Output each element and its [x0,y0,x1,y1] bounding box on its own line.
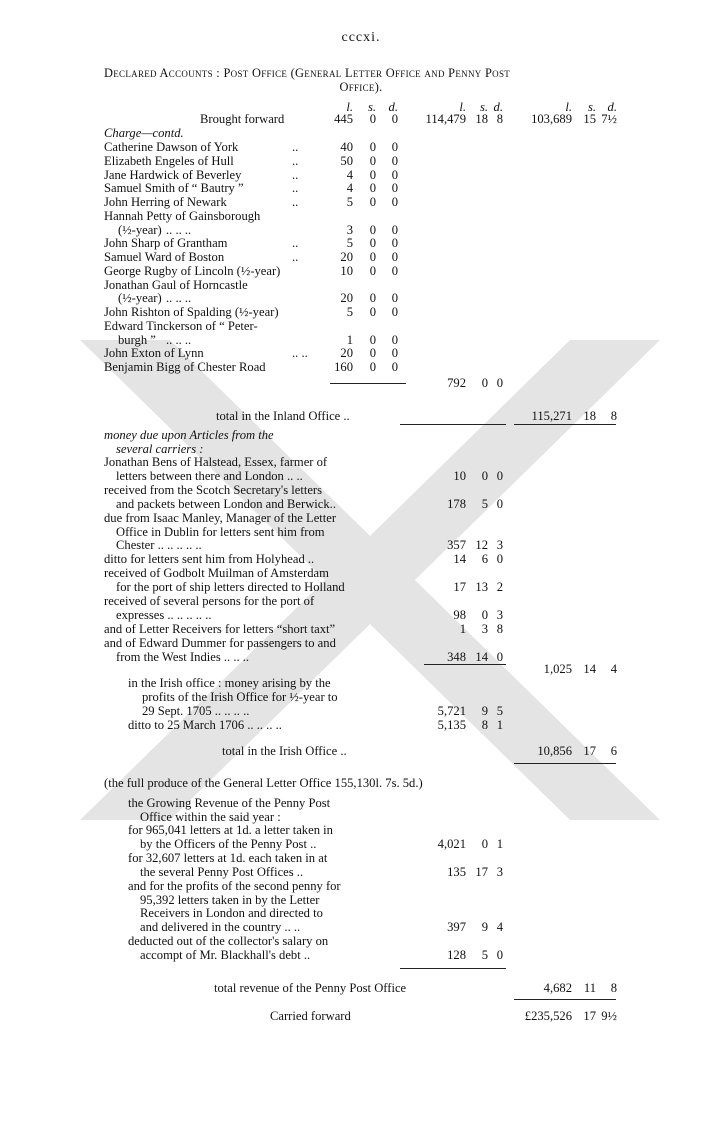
receiver-name: John Sharp of Grantham [104,236,228,251]
irish-total-s: 17 [583,744,596,758]
carriers-total-s: 14 [583,662,596,676]
carrier-amount-s: 14 [475,649,488,664]
irish-line: profits of the Irish Office for ½-year to [142,689,338,704]
rule-c2 [400,968,506,969]
column-head-c3: l. [565,100,572,114]
penny-post-line: 95,392 letters taken in by the Letter [140,892,320,907]
penny-post-line: and for the profits of the second penny for [128,878,341,893]
penny-post-amount-d: 4 [496,920,503,935]
carrier-line: from the West Indies .. .. .. [116,649,250,664]
carriers-heading: money due upon Articles from the [104,428,274,442]
heading-line-1: Declared Accounts : Post Office (General Letter Office and Penny Post [104,66,511,80]
receiver-amount-l: 20 [340,346,353,361]
inland-total-d: 8 [610,409,617,423]
receiver-amount-d: 0 [391,291,398,306]
brought-forward-c2-l: 114,479 [425,112,466,126]
carried-forward-amount-d: 9½ [601,1009,617,1023]
carrier-amount-d: 0 [496,496,503,511]
receivers-total-s: 0 [481,376,488,390]
irish-line: in the Irish office : money arising by the [128,676,331,690]
receiver-name: Jonathan Gaul of Horncastle [104,277,248,292]
carriers-total-l: 1,025 [543,662,572,676]
receiver-amount-d: 0 [391,153,398,168]
leader-dots: .. .. .. [166,222,192,237]
receiver-amount-d: 0 [391,346,398,361]
receiver-amount-s: 0 [369,181,376,196]
carrier-amount-l: 357 [447,538,466,553]
carrier-line: received from the Scotch Secretary's letters [104,482,323,497]
receiver-name: Benjamin Bigg of Chester Road [104,360,266,374]
carrier-line: Chester .. .. .. .. .. [116,538,202,553]
irish-amount-1-s: 9 [481,704,488,718]
irish-total-l: 10,856 [537,744,572,758]
penny-post-amount-s: 17 [475,864,488,879]
receiver-amount-l: 1 [346,332,353,347]
receiver-amount-l: 50 [340,153,353,168]
brought-forward-c3-l: 103,689 [531,112,572,126]
penny-post-amount-d: 0 [496,948,503,963]
column-head-c2: d. [493,100,503,114]
receiver-amount-s: 0 [369,291,376,306]
carrier-amount-s: 0 [481,468,488,483]
carrier-line: letters between there and London .. .. [116,468,303,483]
receiver-amount-l: 5 [346,305,353,319]
carried-forward-label: Carried forward [270,1009,351,1023]
leader-dots: .. [292,236,299,251]
carrier-line: ditto for letters sent him from Holyhead .. [104,552,315,567]
irish-total-label: total in the Irish Office .. [222,744,347,758]
penny-post-intro: the Growing Revenue of the Penny Post [128,796,331,810]
brought-forward-c1-d: 0 [391,112,398,126]
penny-post-amount-s: 5 [481,948,488,963]
rule-c3 [514,424,616,425]
carrier-amount-d: 3 [496,538,503,553]
receiver-name: John Rishton of Spalding (½-year) [104,305,279,319]
carrier-line: and packets between London and Berwick.. [116,496,336,511]
penny-total-s: 11 [583,981,596,995]
carrier-amount-l: 1 [459,621,466,636]
receiver-amount-l: 160 [334,360,353,374]
penny-post-amount-d: 3 [496,864,503,879]
receiver-amount-s: 0 [369,153,376,168]
carrier-amount-l: 98 [453,607,466,622]
receiver-amount-d: 0 [391,140,398,154]
receiver-amount-l: 5 [346,236,353,251]
receiver-amount-d: 0 [391,222,398,237]
carrier-line: for the port of ship letters directed to Holland [116,580,345,595]
rule-c3 [514,763,616,764]
carrier-line: and of Edward Dummer for passengers to and [104,635,336,650]
penny-post-line: by the Officers of the Penny Post .. [140,836,317,851]
carrier-amount-s: 5 [481,496,488,511]
irish-amount-1-d: 5 [496,704,503,718]
column-head-c1: d. [388,100,398,114]
receiver-amount-d: 0 [391,250,398,264]
receiver-amount-s: 0 [369,140,376,154]
receiver-name: burgh ” [118,332,156,347]
carrier-line: received of several persons for the port of [104,594,315,608]
receiver-amount-d: 0 [391,195,398,209]
receiver-amount-d: 0 [391,263,398,278]
receiver-amount-d: 0 [391,236,398,251]
receiver-amount-s: 0 [369,167,376,182]
carriers-total-d: 4 [610,662,617,676]
irish-amount-1-l: 5,721 [437,704,466,718]
carrier-amount-l: 178 [447,496,466,511]
column-head-c1: l. [346,100,353,114]
irish-line: ditto to 25 March 1706 .. .. .. .. [128,718,282,732]
leader-dots: .. .. [292,346,308,361]
carrier-amount-d: 0 [496,649,503,664]
receiver-amount-d: 0 [391,167,398,182]
penny-post-amount-s: 9 [481,920,488,935]
receiver-name: (½-year) [118,291,162,306]
column-head-c1: s. [367,100,376,114]
leader-dots: .. [292,153,299,168]
receiver-amount-s: 0 [369,236,376,251]
penny-post-line: accompt of Mr. Blackhall's debt .. [140,948,311,963]
carried-forward-amount-s: 17 [583,1009,596,1023]
leader-dots: .. [292,140,299,154]
inland-total-s: 18 [583,409,596,423]
penny-post-line: for 32,607 letters at 1d. each taken in at [128,850,328,865]
penny-post-amount-l: 397 [447,920,466,935]
receiver-amount-d: 0 [391,305,398,319]
leader-dots: .. [292,195,299,209]
carriers-heading: several carriers : [116,442,204,456]
full-produce-note: (the full produce of the General Letter Office 155,130l. 7s. 5d.) [104,776,423,790]
receiver-amount-l: 20 [340,250,353,264]
irish-amount-2-s: 8 [481,718,488,732]
carrier-line: Office in Dublin for letters sent him from [116,524,325,539]
carrier-line: received of Godbolt Muilman of Amsterdam [104,566,329,581]
page-number: cccxi. [341,30,381,45]
inland-total-l: 115,271 [531,409,572,423]
receiver-amount-l: 40 [340,140,353,154]
receiver-name: Jane Hardwick of Beverley [104,167,242,182]
heading-line-2: Office). [339,80,383,94]
brought-forward-c2-d: 8 [496,112,503,126]
brought-forward-c1-l: 445 [334,112,353,126]
penny-post-line: the several Penny Post Offices .. [140,864,304,879]
carrier-amount-s: 0 [481,607,488,622]
receiver-amount-l: 4 [346,167,353,182]
penny-post-amount-l: 128 [447,948,466,963]
leader-dots: .. [292,181,299,196]
inland-total-label: total in the Inland Office .. [216,409,350,423]
irish-amount-2-d: 1 [496,718,503,732]
rule-c3 [514,999,616,1000]
carrier-line: and of Letter Receivers for letters “short taxt” [104,621,336,636]
receiver-amount-d: 0 [391,360,398,374]
carrier-amount-d: 2 [496,580,503,595]
penny-post-line: for 965,041 letters at 1d. a letter taken in [128,823,333,837]
leader-dots: .. [292,167,299,182]
brought-forward-c3-d: 7½ [601,112,617,126]
receiver-amount-s: 0 [369,332,376,347]
receiver-amount-s: 0 [369,305,376,319]
receiver-name: Hannah Petty of Gainsborough [104,208,261,223]
carrier-amount-d: 0 [496,552,503,567]
receivers-total-d: 0 [496,376,503,390]
receivers-total-l: 792 [447,376,466,390]
rule-c2 [400,424,506,425]
penny-post-intro: Office within the said year : [140,810,281,824]
receiver-amount-s: 0 [369,360,376,374]
receiver-name: George Rugby of Lincoln (½-year) [104,263,281,278]
irish-amount-2-l: 5,135 [437,718,466,732]
receiver-amount-d: 0 [391,332,398,347]
receiver-name: Samuel Ward of Boston [104,250,225,264]
receiver-amount-s: 0 [369,263,376,278]
brought-forward-c2-s: 18 [475,112,488,126]
carrier-amount-l: 348 [447,649,466,664]
receiver-name: John Herring of Newark [104,195,227,209]
penny-total-label: total revenue of the Penny Post Office [214,981,407,995]
receiver-name: Edward Tinckerson of “ Peter- [104,318,258,333]
receiver-name: John Exton of Lynn [104,346,204,361]
brought-forward-c1-s: 0 [369,112,376,126]
penny-post-line: deducted out of the collector's salary on [128,934,329,949]
penny-post-amount-s: 0 [481,836,488,851]
receiver-amount-s: 0 [369,195,376,209]
penny-post-line: and delivered in the country .. .. [140,920,301,935]
brought-forward-label: Brought forward [200,112,285,126]
brought-forward-c3-s: 15 [583,112,596,126]
receiver-amount-s: 0 [369,250,376,264]
receiver-name: Elizabeth Engeles of Hull [104,153,234,168]
carrier-amount-d: 0 [496,468,503,483]
column-head-c2: s. [479,100,488,114]
penny-total-l: 4,682 [543,981,572,995]
carried-forward-amount-l: £235,526 [524,1009,572,1023]
penny-post-amount-l: 4,021 [437,836,466,851]
column-head-c3: s. [587,100,596,114]
receiver-amount-l: 10 [340,263,353,278]
carrier-line: Jonathan Bens of Halstead, Essex, farmer of [104,455,328,469]
column-head-c2: l. [459,100,466,114]
carrier-amount-d: 3 [496,607,503,622]
penny-post-amount-d: 1 [496,836,503,851]
receiver-amount-l: 5 [346,195,353,209]
carrier-amount-s: 6 [481,552,488,567]
receiver-name: (½-year) [118,222,162,237]
carrier-amount-l: 17 [453,580,466,595]
receiver-amount-s: 0 [369,222,376,237]
receiver-name: Catherine Dawson of York [104,140,239,154]
carrier-amount-l: 14 [453,552,466,567]
receiver-amount-l: 4 [346,181,353,196]
penny-post-line: Receivers in London and directed to [140,906,323,921]
receiver-amount-l: 3 [346,222,353,237]
carrier-amount-s: 12 [475,538,488,553]
receiver-amount-l: 20 [340,291,353,306]
leader-dots: .. .. .. [166,332,192,347]
irish-total-d: 6 [610,744,617,758]
penny-total-d: 8 [610,981,617,995]
carrier-line: due from Isaac Manley, Manager of the Letter [104,510,337,525]
irish-line: 29 Sept. 1705 .. .. .. .. [142,703,250,718]
charge-label: Charge—contd. [104,126,184,140]
receiver-name: Samuel Smith of “ Bautry ” [104,181,244,196]
carrier-amount-l: 10 [453,468,466,483]
carrier-amount-s: 13 [475,580,488,595]
carrier-line: expresses .. .. .. .. .. [116,607,212,622]
receiver-amount-s: 0 [369,346,376,361]
leader-dots: .. [292,250,299,264]
carrier-amount-s: 3 [481,621,488,636]
leader-dots: .. .. .. [166,291,192,306]
column-head-c3: d. [607,100,617,114]
penny-post-amount-l: 135 [447,864,466,879]
receiver-amount-d: 0 [391,181,398,196]
carrier-amount-d: 8 [496,621,503,636]
